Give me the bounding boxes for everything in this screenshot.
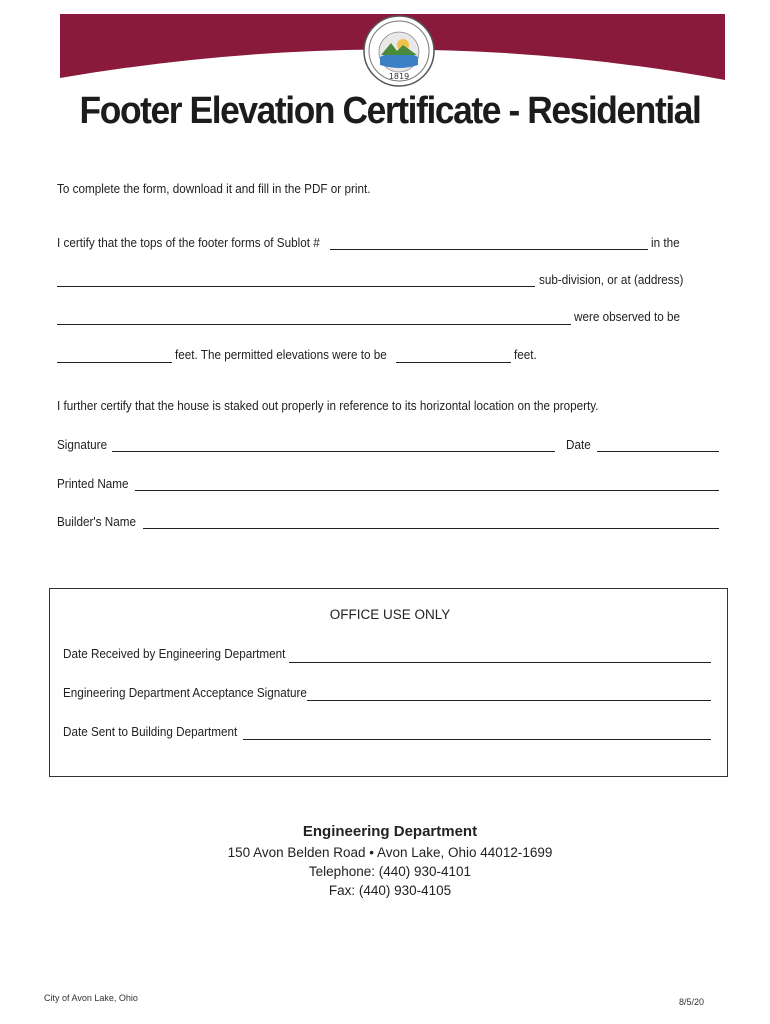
- date-received-field[interactable]: [289, 662, 711, 663]
- further-cert-text: I further certify that the house is staked out properly in reference to its horizontal location on the property.: [57, 398, 599, 413]
- cert-text-observed: were observed to be: [574, 309, 681, 324]
- signature-field[interactable]: [112, 451, 555, 452]
- cert-text-in-the: in the: [651, 235, 680, 250]
- cert-text-subdivision: sub-division, or at (address): [539, 272, 684, 287]
- footer-city: City of Avon Lake, Ohio: [44, 993, 138, 1003]
- acceptance-signature-label: Engineering Department Acceptance Signature: [63, 685, 307, 700]
- signature-label: Signature: [57, 437, 108, 452]
- city-seal-icon: [363, 15, 435, 87]
- cert-text-sublot: I certify that the tops of the footer forms of Sublot #: [57, 235, 320, 250]
- department-title: Engineering Department: [302, 823, 478, 840]
- sublot-field[interactable]: [330, 249, 648, 250]
- date-label: Date: [566, 437, 591, 452]
- page-title: Footer Elevation Certificate - Residential: [79, 90, 701, 132]
- acceptance-signature-field[interactable]: [307, 700, 711, 701]
- department-address: 150 Avon Belden Road • Avon Lake, Ohio 44012-1699: [227, 845, 553, 860]
- builders-name-label: Builder's Name: [57, 514, 136, 529]
- subdivision-field[interactable]: [57, 286, 535, 287]
- cert-text-feet: feet.: [514, 347, 537, 362]
- department-fax: Fax: (440) 930-4105: [328, 883, 452, 898]
- builders-name-field[interactable]: [143, 528, 719, 529]
- footer-date: 8/5/20: [679, 997, 705, 1007]
- office-use-heading: OFFICE USE ONLY: [329, 607, 451, 622]
- date-field[interactable]: [597, 451, 719, 452]
- cert-text-permitted: feet. The permitted elevations were to be: [175, 347, 387, 362]
- observed-feet-field[interactable]: [57, 362, 172, 363]
- date-received-label: Date Received by Engineering Department: [63, 646, 286, 661]
- department-telephone: Telephone: (440) 930-4101: [308, 864, 472, 879]
- seal-year: 1819: [388, 72, 410, 81]
- date-sent-field[interactable]: [243, 739, 711, 740]
- permitted-feet-field[interactable]: [396, 362, 511, 363]
- instructions-text: To complete the form, download it and fill in the PDF or print.: [57, 181, 371, 196]
- printed-name-label: Printed Name: [57, 476, 129, 491]
- printed-name-field[interactable]: [135, 490, 719, 491]
- address-field[interactable]: [57, 324, 571, 325]
- date-sent-label: Date Sent to Building Department: [63, 724, 238, 739]
